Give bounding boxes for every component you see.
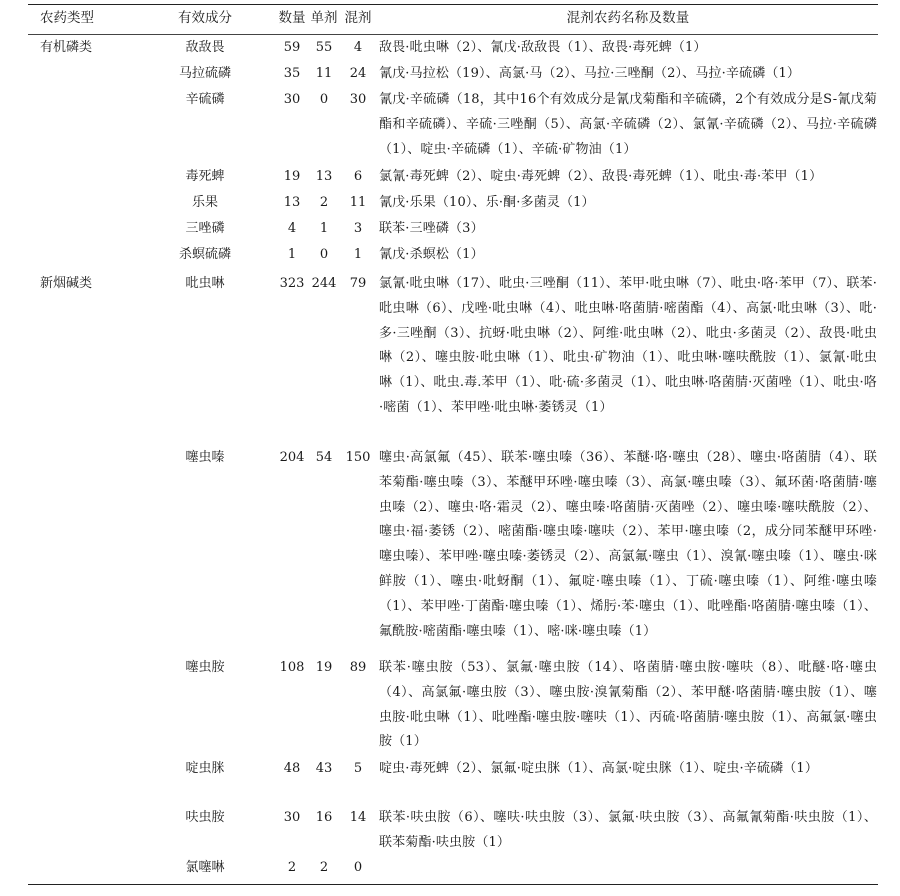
mixture-cell: 11 <box>349 195 367 210</box>
header-mix-names: 混剂农药名称及数量 <box>566 10 690 26</box>
count-cell: 30 <box>283 92 301 107</box>
single-cell: 1 <box>319 221 329 236</box>
category-cell: 有机磷类 <box>40 40 93 55</box>
single-cell: 54 <box>315 450 333 465</box>
count-cell: 13 <box>283 195 301 210</box>
table-header-rule <box>28 34 878 35</box>
single-cell: 244 <box>311 276 337 291</box>
ingredient-cell: 呋虫胺 <box>185 810 225 825</box>
mix-names-cell: 联苯·三唑磷（3） <box>379 221 484 236</box>
mixture-cell: 30 <box>349 92 367 107</box>
mixture-cell: 5 <box>353 761 363 776</box>
mixture-cell: 79 <box>349 276 367 291</box>
ingredient-cell: 啶虫脒 <box>185 761 225 776</box>
count-cell: 48 <box>283 761 301 776</box>
count-cell: 2 <box>287 860 297 875</box>
count-cell: 30 <box>283 810 301 825</box>
single-cell: 11 <box>315 66 333 81</box>
count-cell: 1 <box>287 247 297 262</box>
table-bottom-rule <box>28 884 878 885</box>
header-category: 农药类型 <box>40 10 94 26</box>
single-cell: 13 <box>315 169 333 184</box>
mix-names-cell: 啶虫·毒死蜱（2）、氯氟·啶虫脒（1）、高氯·啶虫脒（1）、啶虫·辛硫磷（1） <box>379 761 818 776</box>
count-cell: 59 <box>283 40 301 55</box>
mixture-cell: 24 <box>349 66 367 81</box>
mixture-cell: 1 <box>353 247 363 262</box>
mixture-cell: 3 <box>353 221 363 236</box>
single-cell: 2 <box>319 860 329 875</box>
ingredient-cell: 敌敌畏 <box>185 40 225 55</box>
ingredient-cell: 杀螟硫磷 <box>178 247 231 262</box>
single-cell: 16 <box>315 810 333 825</box>
mixture-cell: 14 <box>349 810 367 825</box>
ingredient-cell: 噻虫嗪 <box>185 450 225 465</box>
mix-names-cell: 氰戊·杀螟松（1） <box>379 247 484 262</box>
ingredient-cell: 噻虫胺 <box>185 660 225 675</box>
header-count: 数量 <box>278 10 306 26</box>
single-cell: 0 <box>319 92 329 107</box>
mix-names-cell: 噻虫·高氯氟（45）、联苯·噻虫嗪（36）、苯醚·咯·噻虫（28）、噻虫·咯菌腈（4）、联苯菊酯·噻虫嗪（3）、苯醚甲环唑·噻虫嗪（3）、高氯·噻虫嗪（3）、氟环菌·咯菌腈·噻虫嗪（2）、噻虫·咯·霜灵（2）、噻虫嗪·咯菌腈·灭菌唑（2）、噻虫嗪·噻呋酰胺（2）、噻虫·福·萎锈（2）、嘧菌酯·噻虫嗪·噻呋（2）、苯甲·噻虫嗪（2，成分同苯醚甲环唑·噻虫嗪）、苯甲唑·噻虫嗪·萎锈灵（2）、高氯氟·噻虫（1）、溴氰·噻虫嗪（1）、噻虫·咪鲜胺（1）、噻虫·吡蚜酮（1）、氟啶·噻虫嗪（1）、丁硫·噻虫嗪（1）、阿维·噻虫嗪（1）、苯甲唑·丁菌酯·噻虫嗪（1）、烯肟·苯·噻虫（1）、吡唑酯·咯菌腈·噻虫嗪（1）、氟酰胺·嘧菌酯·噻虫嗪（1）、嘧·咪·噻虫嗪（1） <box>379 450 877 639</box>
count-cell: 323 <box>279 276 305 291</box>
header-single: 单剂 <box>310 10 338 26</box>
mix-names-cell: 联苯·呋虫胺（6）、噻呋·呋虫胺（3）、氯氟·呋虫胺（3）、高氟氰菊酯·呋虫胺（1）、联苯菊酯·呋虫胺（1） <box>379 810 877 850</box>
ingredient-cell: 马拉硫磷 <box>178 66 231 81</box>
mix-names-cell: 氰戊·乐果（10）、乐·酮·多菌灵（1） <box>379 195 595 210</box>
mix-names-cell: 氯氰·吡虫啉（17）、吡虫·三唑酮（11）、苯甲·吡虫啉（7）、吡虫·咯·苯甲（7）、联苯·吡虫啉（6）、戊唑·吡虫啉（4）、吡虫啉·咯菌腈·嘧菌酯（4）、高氯·吡虫啉（3）、吡·多·三唑酮（3）、抗蚜·吡虫啉（2）、阿维·吡虫啉（2）、吡虫·多菌灵（2）、敌畏·吡虫啉（2）、噻虫胺·吡虫啉（1）、吡虫·矿物油（1）、吡虫啉·噻呋酰胺（1）、氯氰·吡虫啉（1）、吡虫.毒.苯甲（1）、吡·硫·多菌灵（1）、吡虫啉·咯菌腈·灭菌唑（1）、吡虫·咯·嘧菌（1）、苯甲唑·吡虫啉·萎锈灵（1） <box>379 276 877 415</box>
mixture-cell: 0 <box>353 860 363 875</box>
mixture-cell: 89 <box>349 660 367 675</box>
mix-names-cell: 敌畏·吡虫啉（2）、氰戊·敌敌畏（1）、敌畏·毒死蜱（1） <box>379 40 707 55</box>
header-ingredient: 有效成分 <box>178 10 232 26</box>
ingredient-cell: 吡虫啉 <box>185 276 225 291</box>
ingredient-cell: 毒死蜱 <box>185 169 225 184</box>
mix-names-cell: 联苯·噻虫胺（53）、氯氟·噻虫胺（14）、咯菌腈·噻虫胺·噻呋（8）、吡醚·咯·噻虫（4）、高氯氟·噻虫胺（3）、噻虫胺·溴氰菊酯（2）、苯甲醚·咯菌腈·噻虫胺（1）、噻虫胺·吡虫啉（1）、吡唑酯·噻虫胺·噻呋（1）、丙硫·咯菌腈·噻虫胺（1）、高氟氯·噻虫胺（1） <box>379 660 877 750</box>
single-cell: 2 <box>319 195 329 210</box>
single-cell: 19 <box>315 660 333 675</box>
mixture-cell: 4 <box>353 40 363 55</box>
category-cell: 新烟碱类 <box>40 276 93 291</box>
count-cell: 4 <box>287 221 297 236</box>
mix-names-cell: 氯氰·毒死蜱（2）、啶虫·毒死蜱（2）、敌畏·毒死蜱（1）、吡虫·毒·苯甲（1） <box>379 169 823 184</box>
ingredient-cell: 辛硫磷 <box>185 92 225 107</box>
mix-names-cell: 氰戊·辛硫磷（18，其中16个有效成分是氰戊菊酯和辛硫磷，2个有效成分是S-氰戊菊酯和辛硫磷）、辛硫·三唑酮（5）、高氯·辛硫磷（2）、氯氰·辛硫磷（2）、马拉·辛硫磷（1）、啶虫·辛硫磷（1）、辛硫·矿物油（1） <box>379 92 877 157</box>
count-cell: 19 <box>283 169 301 184</box>
ingredient-cell: 乐果 <box>191 195 218 210</box>
single-cell: 0 <box>319 247 329 262</box>
ingredient-cell: 氯噻啉 <box>185 860 225 875</box>
mix-names-cell: 氰戊·马拉松（19）、高氯·马（2）、马拉·三唑酮（2）、马拉·辛硫磷（1） <box>379 66 801 81</box>
single-cell: 55 <box>315 40 333 55</box>
ingredient-cell: 三唑磷 <box>185 221 225 236</box>
single-cell: 43 <box>315 761 333 776</box>
count-cell: 108 <box>279 660 305 675</box>
count-cell: 204 <box>279 450 305 465</box>
mixture-cell: 6 <box>353 169 363 184</box>
header-mixture: 混剂 <box>344 10 372 26</box>
table-top-rule <box>28 4 878 5</box>
mixture-cell: 150 <box>345 450 371 465</box>
count-cell: 35 <box>283 66 301 81</box>
